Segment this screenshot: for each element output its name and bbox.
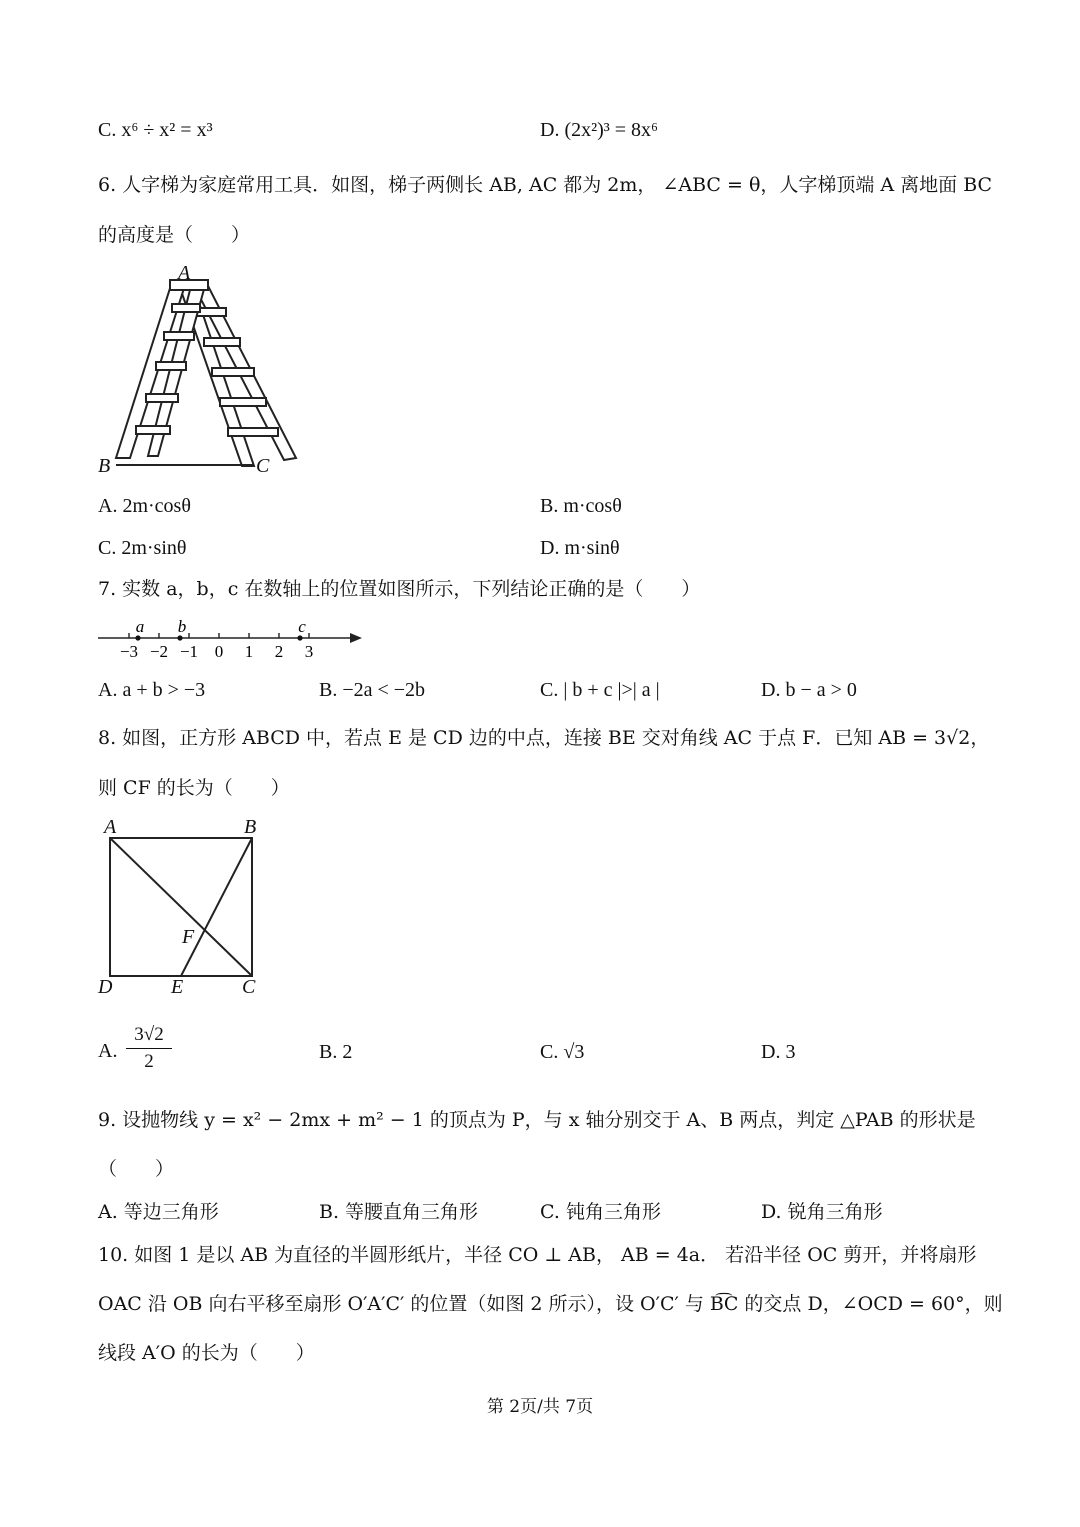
axis-tick-label: 3 [304,642,314,661]
q7-stem: 7. 实数 a，b，c 在数轴上的位置如图所示，下列结论正确的是（ ） [98,578,701,600]
q7-number-line [96,618,366,664]
q6-stem-line1: 6. 人字梯为家庭常用工具．如图，梯子两侧长 AB, AC 都为 2m， ∠ABC = θ，人字梯顶端 A 离地面 BC [98,174,993,196]
fraction-denominator: 2 [144,1051,154,1072]
q8-stem-line2: 则 CF 的长为（ ） [98,777,290,799]
q7-option-d: D. b − a > 0 [761,679,857,701]
q8-label-e: E [171,976,184,998]
q6-label-b: B [98,455,111,477]
q8-label-c: C [242,976,256,998]
q9-option-a: A. 等边三角形 [98,1201,219,1223]
q8-stem-line1: 8. 如图，正方形 ABCD 中，若点 E 是 CD 边的中点，连接 BE 交对角线 AC 于点 F．已知 AB = 3√2， [98,727,990,749]
q7-option-b: B. −2a < −2b [319,679,426,701]
axis-tick-label: 1 [244,642,254,661]
q8-label-a: A [104,816,117,838]
axis-tick-label: 0 [214,642,224,661]
axis-point-b [177,635,182,640]
axis-tick-label: −3 [119,642,139,661]
diagonal-ac [110,838,252,976]
q9-stem-line1: 9. 设抛物线 y = x² − 2mx + m² − 1 的顶点为 P，与 x 轴分别交于 A、B 两点，判定 △PAB 的形状是 [98,1109,976,1131]
q10-stem-line2: OAC 沿 OB 向右平移至扇形 O′A′C′ 的位置（如图 2 所示），设 O′C′ 与 B͡C 的交点 D，∠OCD = 60°，则 [98,1293,1003,1315]
q6-label-a: A [178,262,191,284]
q6-option-a: A. 2m·cosθ [98,495,191,517]
q8-option-b: B. 2 [319,1041,353,1063]
axis-point-label-b: b [177,618,187,636]
axis-point-label-c: c [298,618,306,636]
axis-tick-label: −1 [179,642,199,661]
q8-option-a-fraction [126,1024,172,1073]
q6-option-d: D. m·sinθ [540,537,620,559]
q10-stem-line3: 线段 A′O 的长为（ ） [98,1342,315,1364]
q8-option-d: D. 3 [761,1041,796,1063]
q10-stem-line1: 10. 如图 1 是以 AB 为直径的半圆形纸片，半径 CO ⊥ AB， AB = 4a． 若沿半径 OC 剪开，并将扇形 [98,1244,977,1266]
q6-ladder-figure [96,262,306,478]
q6-option-b: B. m·cosθ [540,495,622,517]
q9-option-d: D. 锐角三角形 [761,1201,883,1223]
axis-arrow [350,633,362,643]
q8-square-figure [100,830,260,982]
axis-point-c [297,635,302,640]
q7-option-c: C. | b + c |>| a | [540,679,660,701]
q7-option-a: A. a + b > −3 [98,679,206,701]
segment-be [181,838,252,976]
q8-label-f: F [182,926,195,948]
axis-point-label-a: a [135,618,145,636]
q5-option-c: C. x⁶ ÷ x² = x³ [98,119,213,141]
fraction-numerator: 3√2 [126,1024,172,1049]
q9-option-c: C. 钝角三角形 [540,1201,661,1223]
q6-stem-line2: 的高度是（ ） [98,224,251,246]
q8-option-c: C. √3 [540,1041,585,1063]
q6-label-c: C [256,455,270,477]
q6-option-c: C. 2m·sinθ [98,537,187,559]
axis-tick-label: 2 [274,642,284,661]
q8-option-a-prefix: A. [98,1040,118,1062]
q9-stem-line2: （ ） [98,1158,175,1180]
axis-tick-label: −2 [149,642,169,661]
q8-label-b: B [244,816,257,838]
q5-option-d: D. (2x²)³ = 8x⁶ [540,119,659,141]
axis-point-a [135,635,140,640]
page-footer: 第 2页/共 7页 [486,1397,594,1417]
q9-option-b: B. 等腰直角三角形 [319,1201,479,1223]
q8-label-d: D [98,976,113,998]
